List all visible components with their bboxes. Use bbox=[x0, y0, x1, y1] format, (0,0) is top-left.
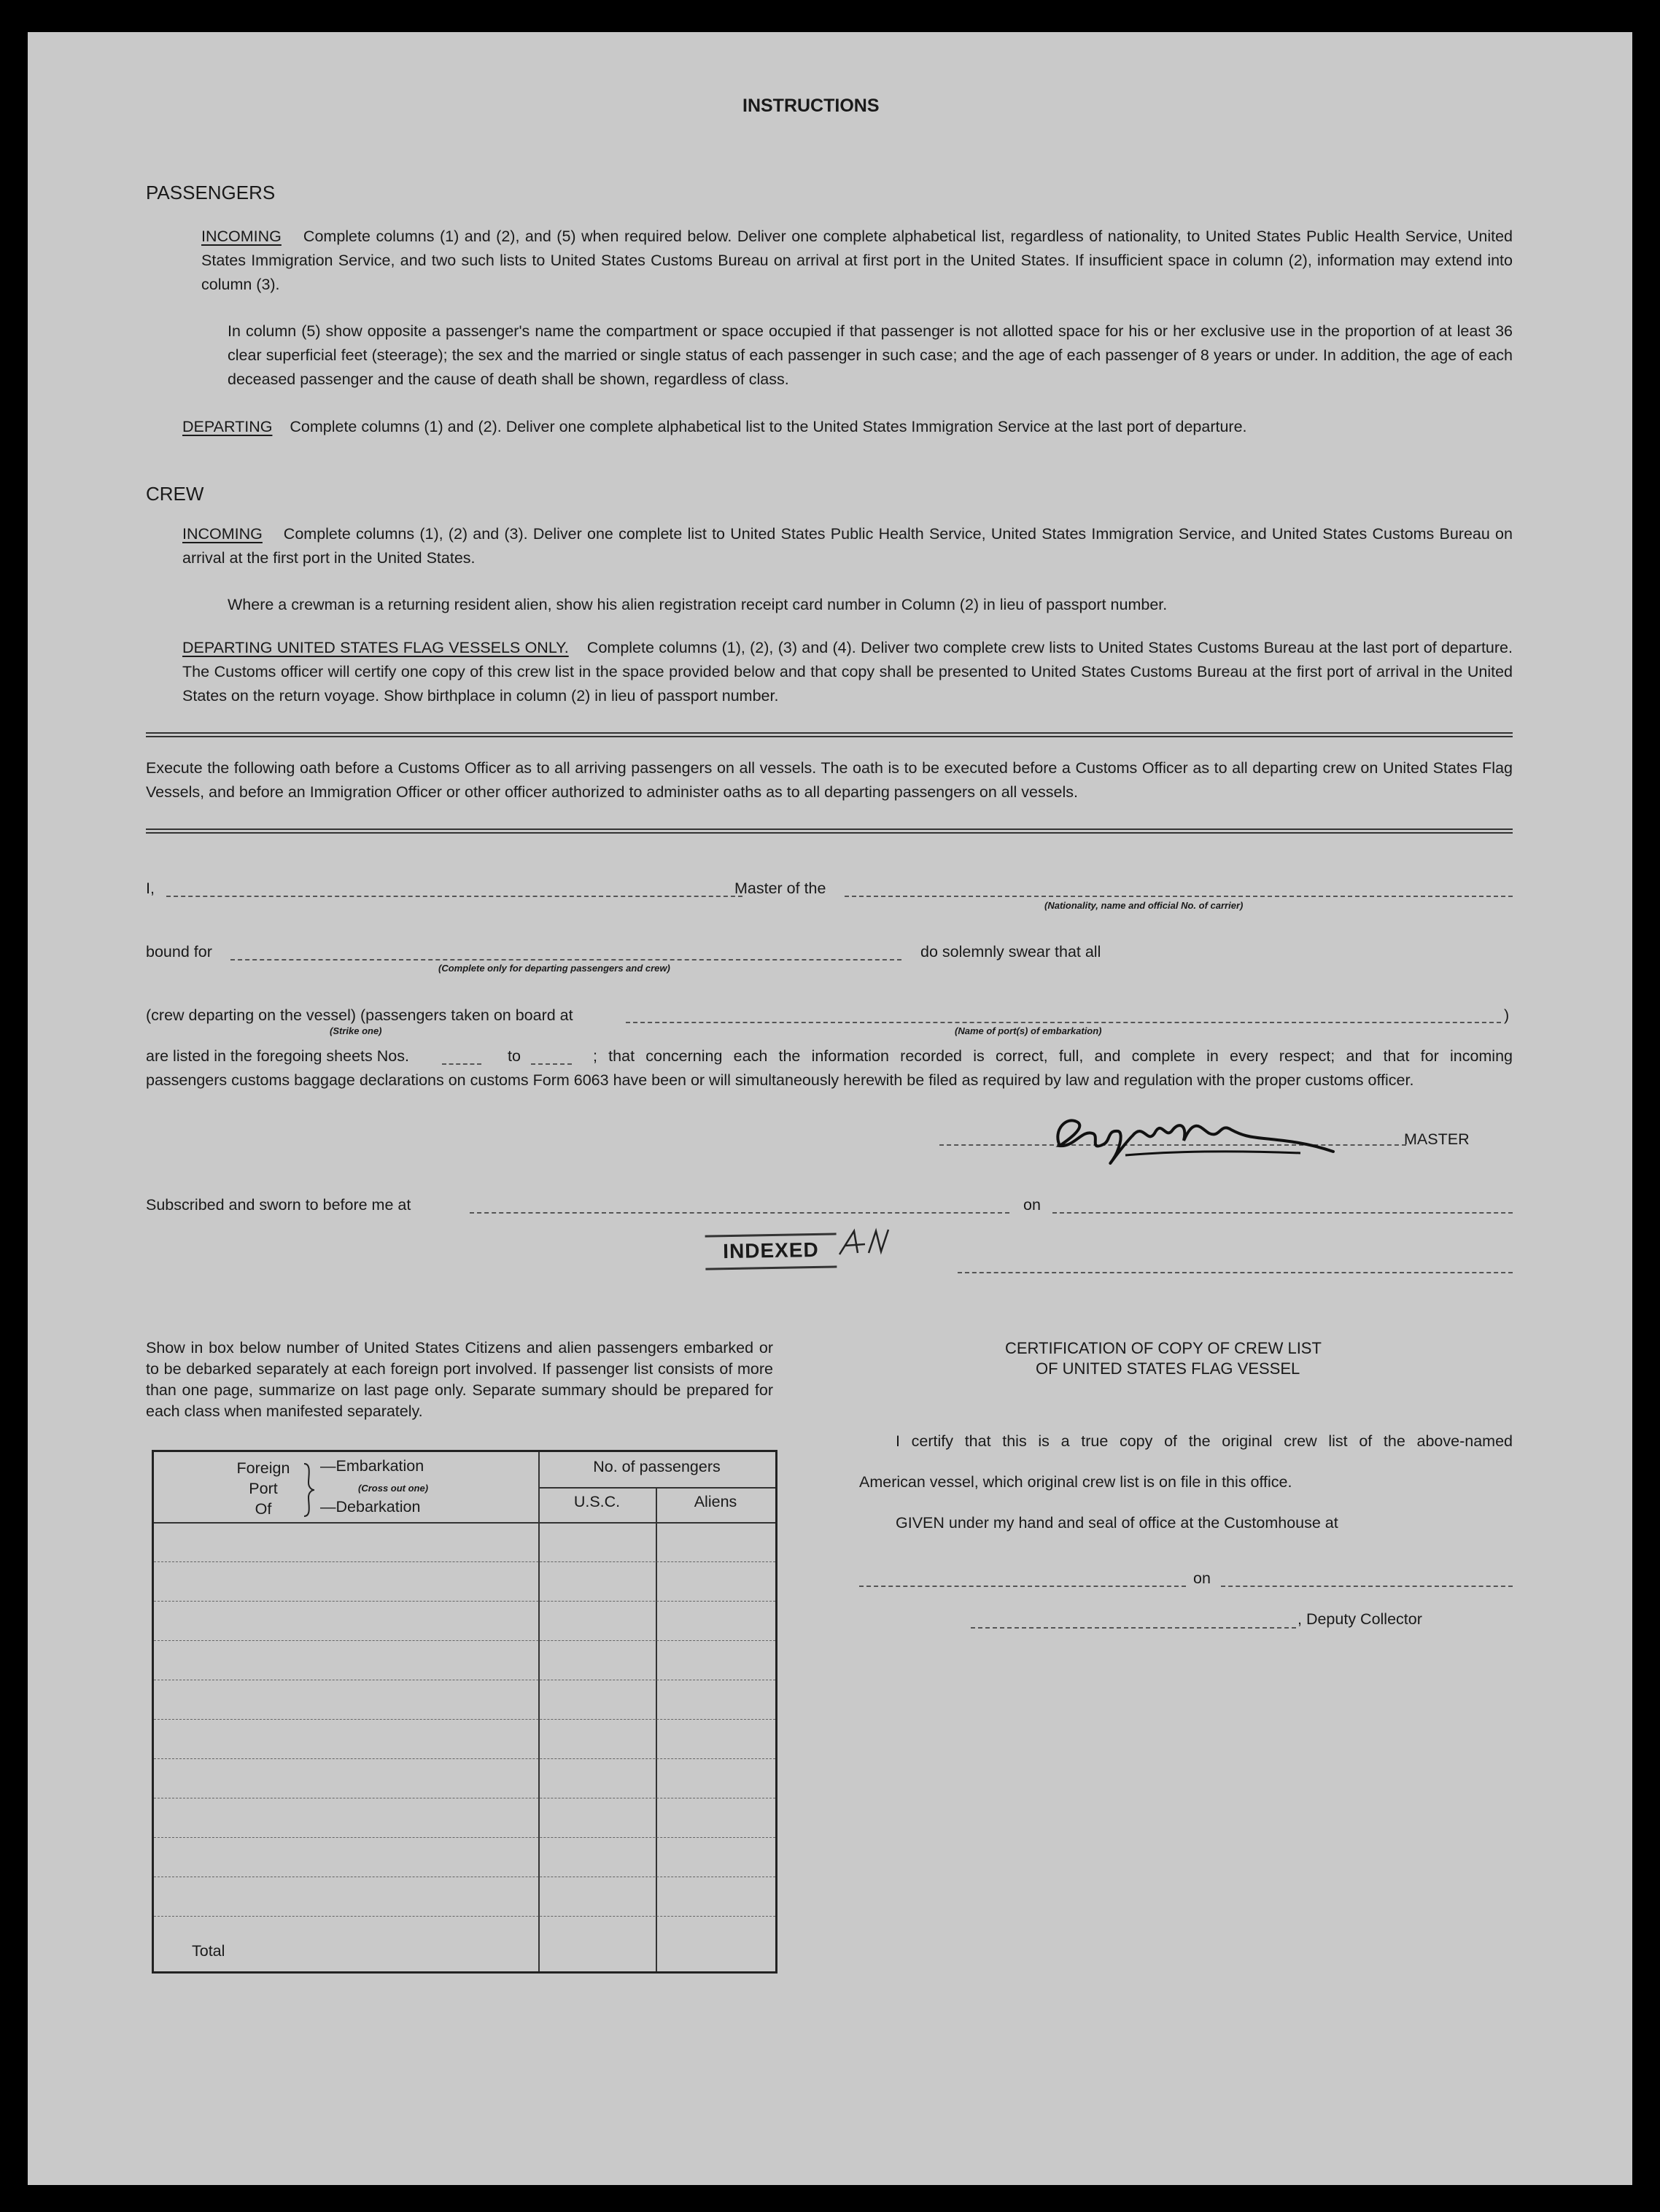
col-foreign: Foreign bbox=[236, 1459, 290, 1477]
crew-heading: CREW bbox=[146, 483, 204, 505]
given-text: GIVEN under my hand and seal of office at the Customhouse at bbox=[896, 1514, 1338, 1532]
bound-note: (Complete only for departing passengers and crew) bbox=[438, 963, 670, 974]
certification-title-line1: CERTIFICATION OF COPY OF CREW LIST bbox=[1005, 1339, 1322, 1357]
certify-cont: American vessel, which original crew list is on file in this office. bbox=[859, 1473, 1292, 1491]
oath-instruction: Execute the following oath before a Customs Officer as to all arriving passengers on all vessels. The oath is to be executed before a Customs Officer as to all departing crew on United States Flag Vessels, and before an Immigration Officer or other officer authorized to administer oaths as to all departing passengers on all vessels. bbox=[146, 759, 1513, 801]
deputy-collector-label: , Deputy Collector bbox=[1298, 1610, 1422, 1628]
debarkation-label: —Debarkation bbox=[320, 1498, 421, 1516]
passengers-incoming-label: INCOMING bbox=[201, 228, 282, 245]
summary-instruction: Show in box below number of United States Citizens and alien passengers embarked or to be debarked separately at each foreign port involved. If passenger list consists of more than one page, summarize on last page only. Separate summary should be prepared for each class when manifested separately. bbox=[146, 1339, 773, 1420]
crew-resident-text: Where a crewman is a returning resident alien, show his alien registration receipt card number in Column (2) in lieu of passport number. bbox=[228, 596, 1168, 613]
subscribed-on-label: on bbox=[1023, 1196, 1041, 1214]
divider bbox=[146, 732, 1513, 737]
initials-mark bbox=[836, 1225, 901, 1262]
close-paren: ) bbox=[1504, 1006, 1510, 1024]
table-row[interactable] bbox=[154, 1916, 775, 1917]
listed-rest: ; that concerning each the information recorded is correct, full, and complete in every respect; and that for incoming bbox=[593, 1047, 1513, 1065]
cross-out-note: (Cross out one) bbox=[358, 1483, 429, 1494]
bound-for-line[interactable] bbox=[230, 959, 901, 961]
table-row[interactable] bbox=[154, 1837, 775, 1838]
bound-for-label: bound for bbox=[146, 943, 212, 961]
certification-date-line[interactable] bbox=[1221, 1586, 1513, 1587]
swear-text: do solemnly swear that all bbox=[920, 943, 1101, 961]
master-of-the-label: Master of the bbox=[734, 880, 826, 897]
subscribed-place-line[interactable] bbox=[470, 1212, 1009, 1214]
crew-departing-paragraph bbox=[182, 636, 1513, 708]
subscribed-date-line[interactable] bbox=[1052, 1212, 1513, 1214]
certification-on-label: on bbox=[1193, 1569, 1211, 1587]
col-port: Port bbox=[249, 1480, 278, 1497]
aliens-header: Aliens bbox=[694, 1493, 737, 1510]
divider bbox=[146, 828, 1513, 834]
oath-i-label: I, bbox=[146, 880, 155, 897]
to-label: to bbox=[508, 1047, 521, 1065]
passenger-summary-table bbox=[152, 1450, 777, 1974]
certification-title-line2: OF UNITED STATES FLAG VESSEL bbox=[1036, 1359, 1300, 1378]
crew-incoming-paragraph bbox=[182, 522, 1513, 570]
passengers-incoming-text: Complete columns (1) and (2), and (5) when required below. Deliver one complete alphabetical list, regardless of nationality, to United States Public Health Service, United States Immigration Service, and two such lists to United States Customs Bureau on arrival at first port in the United States. If insufficient space in column (2), information may extend into column (3). bbox=[201, 228, 1513, 293]
carrier-note: (Nationality, name and official No. of carrier) bbox=[1044, 900, 1244, 911]
crew-passengers-text: (crew departing on the vessel) (passengers taken on board at bbox=[146, 1006, 573, 1024]
crew-resident-paragraph bbox=[201, 593, 1513, 617]
passengers-departing-text: Complete columns (1) and (2). Deliver one complete alphabetical list to the United States Immigration Service at the last port of departure. bbox=[290, 418, 1247, 435]
master-name-line[interactable] bbox=[166, 896, 742, 897]
crew-departing-text: Complete columns (1), (2), (3) and (4). Deliver two complete crew lists to United States Customs Bureau at the last port of departure. The Customs officer will certify one copy of this crew list in the space provided below and that copy shall be presented to United States Customs Bureau at the first port of arrival in the United States on the return voyage. Show birthplace in column (2) in lieu of passport number. bbox=[182, 639, 1513, 705]
listed-prefix: are listed in the foregoing sheets Nos. bbox=[146, 1047, 409, 1065]
passengers-heading: PASSENGERS bbox=[146, 182, 276, 203]
column5-text: In column (5) show opposite a passenger's name the compartment or space occupied if that passenger is not allotted space for his or her exclusive use in the proportion of at least 36 clear superficial feet (steerage); the sex and the married or single status of each passenger in such case; and the age of each passenger of 8 years or under. In addition, the age of each deceased passenger and the cause of death shall be shown, regardless of class. bbox=[228, 322, 1513, 388]
crew-incoming-label: INCOMING bbox=[182, 525, 263, 543]
no-passengers-header: No. of passengers bbox=[593, 1458, 721, 1475]
table-row[interactable] bbox=[154, 1561, 775, 1562]
table-row[interactable] bbox=[154, 1719, 775, 1720]
usc-header: U.S.C. bbox=[573, 1493, 621, 1510]
page-title: INSTRUCTIONS bbox=[742, 96, 880, 116]
passengers-departing-label: DEPARTING bbox=[182, 418, 273, 435]
header-bottom bbox=[154, 1522, 775, 1524]
strike-note: (Strike one) bbox=[330, 1025, 382, 1036]
indexed-stamp: INDEXED bbox=[705, 1233, 837, 1270]
table-row[interactable] bbox=[154, 1640, 775, 1641]
carrier-line[interactable] bbox=[845, 896, 1513, 897]
crew-departing-label: DEPARTING UNITED STATES FLAG VESSELS ONLY. bbox=[182, 639, 569, 656]
listed-cont: passengers customs baggage declarations on customs Form 6063 have been or will simultaneously herewith be filed as required by law and regulation with the proper customs officer. bbox=[146, 1071, 1414, 1089]
passengers-departing-paragraph bbox=[182, 415, 1513, 439]
port-note: (Name of port(s) of embarkation) bbox=[955, 1025, 1102, 1036]
col-of: Of bbox=[255, 1500, 272, 1518]
embarkation-port-line[interactable] bbox=[626, 1022, 1501, 1023]
master-signature bbox=[1038, 1101, 1344, 1173]
customhouse-line[interactable] bbox=[859, 1586, 1186, 1587]
sheet-from-line[interactable] bbox=[442, 1063, 481, 1065]
sheet-to-line[interactable] bbox=[531, 1063, 572, 1065]
table-row[interactable] bbox=[154, 1601, 775, 1602]
table-divider-2 bbox=[656, 1487, 657, 1971]
column5-paragraph bbox=[201, 319, 1513, 392]
table-divider-1 bbox=[538, 1452, 540, 1971]
total-label: Total bbox=[192, 1942, 225, 1960]
crew-incoming-text: Complete columns (1), (2) and (3). Deliver one complete list to United States Public Health Service, United States Immigration Service, and United States Customs Bureau on arrival at the first port in the United States. bbox=[182, 525, 1513, 567]
form-sheet bbox=[28, 32, 1632, 2185]
table-row[interactable] bbox=[154, 1758, 775, 1759]
subscribed-label: Subscribed and sworn to before me at bbox=[146, 1196, 411, 1214]
officer-signature-line[interactable] bbox=[958, 1272, 1513, 1273]
embarkation-label: —Embarkation bbox=[320, 1457, 424, 1475]
deputy-signature-line[interactable] bbox=[971, 1627, 1296, 1629]
brace-icon bbox=[300, 1461, 319, 1519]
master-label: MASTER bbox=[1404, 1130, 1470, 1148]
header-split bbox=[538, 1487, 775, 1489]
certify-text: I certify that this is a true copy of the original crew list of the above-named bbox=[896, 1432, 1513, 1450]
passengers-incoming-paragraph bbox=[201, 225, 1513, 297]
